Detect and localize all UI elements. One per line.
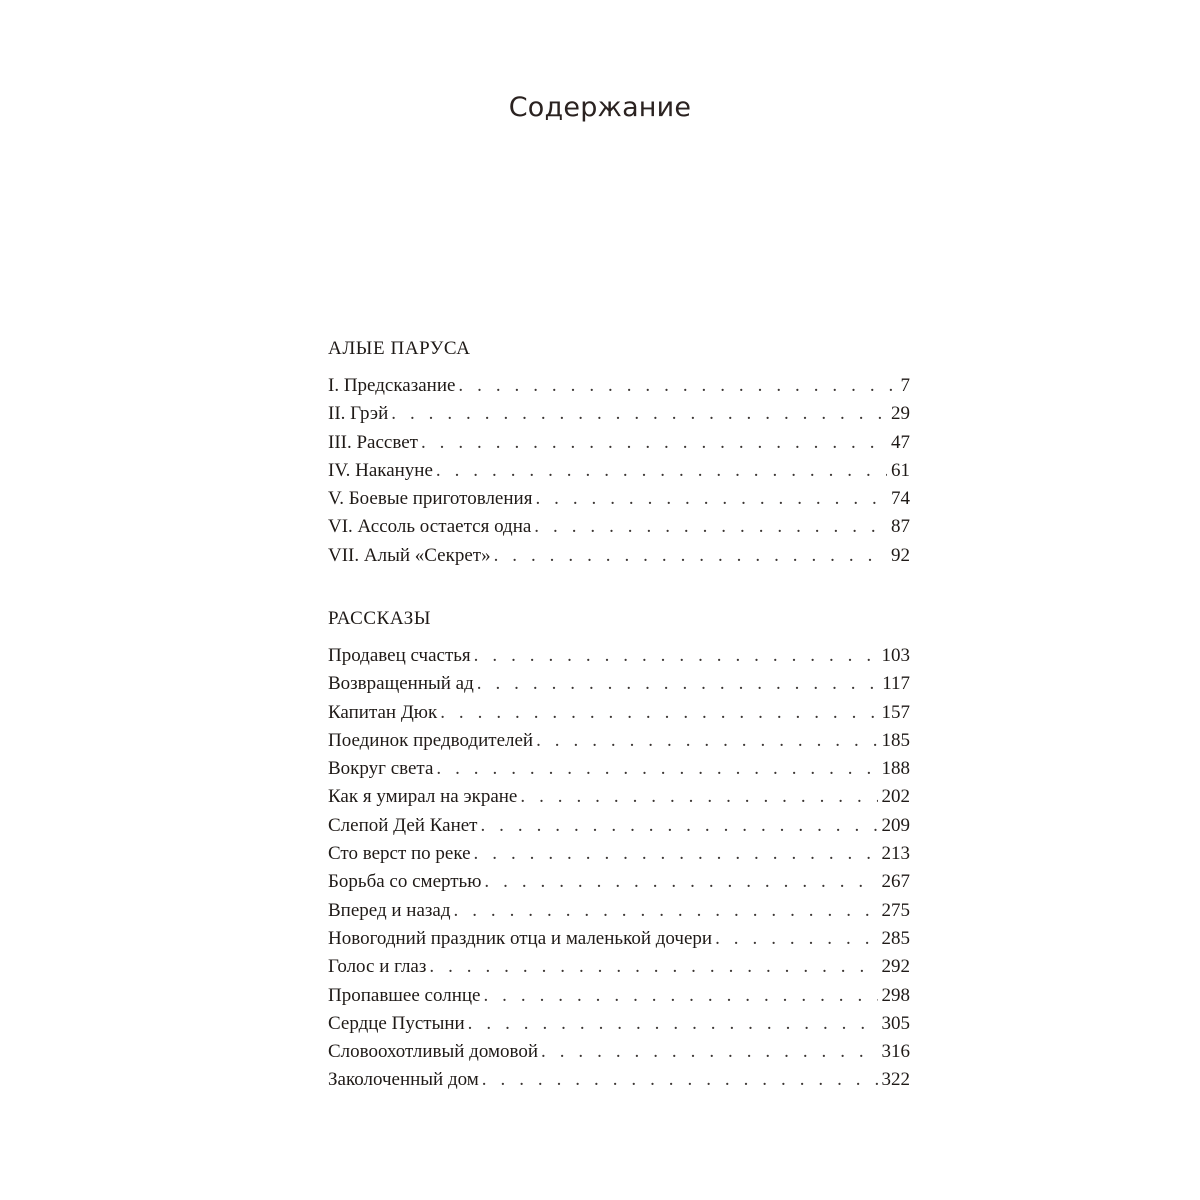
toc-entry-title: III. Рассвет (328, 431, 418, 453)
toc-entry-title: Заколоченный дом (328, 1069, 479, 1091)
toc-entry (328, 429, 910, 457)
page-title: Содержание (508, 92, 692, 123)
toc-entry (328, 897, 910, 925)
dot-leader (429, 953, 877, 981)
toc-entry-title: Голос и глаз (328, 956, 427, 978)
toc-entry-page-number: 29 (891, 403, 910, 425)
toc-entry-title: Продавец счастья (328, 645, 471, 666)
toc-entry (328, 670, 910, 698)
toc-entry-page-number: 7 (900, 375, 910, 396)
toc-entry (328, 372, 910, 400)
toc-entry-title: Возвращенный ад (328, 673, 474, 695)
toc-entry-title: Новогодний праздник отца и маленькой дочери (328, 927, 713, 949)
toc-entry-page-number: 292 (881, 956, 910, 978)
toc-entry-title: Как я умирал на экране (328, 786, 518, 808)
toc-entry (328, 400, 910, 428)
dot-leader (421, 429, 887, 457)
toc-entry (328, 1038, 910, 1066)
toc-entry (328, 982, 910, 1010)
toc-entry-page-number: 74 (891, 488, 910, 510)
dot-leader (534, 513, 887, 541)
toc-entry-page-number: 316 (881, 1041, 910, 1063)
toc-list (328, 642, 910, 1095)
toc-entry-page-number: 92 (891, 544, 910, 566)
toc-section-rasskazy (328, 604, 910, 1095)
dot-leader (483, 982, 877, 1010)
toc-entry (328, 513, 910, 541)
section-heading: РАССКАЗЫ (328, 608, 432, 629)
toc-entry-title: Поединок предводителей (328, 729, 534, 751)
dot-leader (480, 812, 877, 840)
toc-entry (328, 542, 910, 570)
dot-leader (474, 642, 878, 670)
toc-entry (328, 953, 910, 981)
toc-entry-title: Вперед и назад (328, 899, 451, 921)
toc-entry (328, 699, 910, 727)
toc-entry-page-number: 298 (881, 984, 910, 1006)
toc-entry-page-number: 103 (881, 645, 910, 666)
toc-entry (328, 755, 910, 783)
toc-entry-page-number: 209 (881, 814, 910, 836)
toc-entry (328, 840, 910, 868)
toc-entry-title: II. Грэй (328, 403, 389, 425)
toc-entry-title: Борьба со смертью (328, 871, 482, 893)
dot-leader (436, 755, 877, 783)
toc-section-alye-parusa (328, 334, 910, 570)
toc-entry (328, 812, 910, 840)
dot-leader (468, 1010, 878, 1038)
dot-leader (477, 670, 878, 698)
toc-entry-title: Капитан Дюк (328, 701, 438, 723)
toc-entry (328, 485, 910, 513)
dot-leader (536, 727, 877, 755)
toc-entry-title: V. Боевые приготовления (328, 488, 533, 510)
toc-entry-page-number: 202 (881, 786, 910, 808)
toc-entry-page-number: 61 (891, 459, 910, 481)
dot-leader (482, 1066, 878, 1094)
toc-entry-title: VI. Ассоль остается одна (328, 516, 532, 538)
toc-entry (328, 868, 910, 896)
dot-leader (535, 485, 887, 513)
toc-entry-title: I. Предсказание (328, 375, 456, 396)
toc-entry-page-number: 267 (881, 871, 910, 893)
dot-leader (541, 1038, 877, 1066)
toc-entry (328, 642, 910, 670)
dot-leader (474, 840, 878, 868)
toc-entry-page-number: 185 (881, 729, 910, 751)
dot-leader (494, 542, 887, 570)
toc-entry (328, 783, 910, 811)
toc-entry-page-number: 47 (891, 431, 910, 453)
toc-entry-title: Сто верст по реке (328, 843, 471, 865)
toc-entry (328, 727, 910, 755)
toc-entry-page-number: 213 (881, 843, 910, 865)
toc-entry-title: Словоохотливый домовой (328, 1041, 539, 1063)
dot-leader (484, 868, 877, 896)
toc-entry-page-number: 117 (882, 673, 910, 695)
dot-leader (391, 400, 887, 428)
toc-entry-title: Сердце Пустыни (328, 1012, 465, 1034)
section-heading: АЛЫЕ ПАРУСА (328, 338, 471, 359)
toc-entry (328, 457, 910, 485)
dot-leader (454, 897, 878, 925)
toc-entry-title: Слепой Дей Канет (328, 814, 478, 836)
toc-entry-page-number: 157 (881, 701, 910, 723)
toc-entry-page-number: 275 (881, 899, 910, 921)
toc-entry (328, 1066, 910, 1094)
dot-leader (436, 457, 887, 485)
toc-entry (328, 925, 910, 953)
toc-entry (328, 1010, 910, 1038)
toc-entry-page-number: 87 (891, 516, 910, 538)
toc-entry-page-number: 305 (881, 1012, 910, 1034)
toc-entry-title: Вокруг света (328, 758, 434, 780)
toc-entry-title: Пропавшее солнце (328, 984, 481, 1006)
toc-entry-page-number: 285 (881, 927, 910, 949)
dot-leader (715, 925, 877, 953)
dot-leader (520, 783, 877, 811)
toc-entry-page-number: 188 (881, 758, 910, 780)
toc-entry-title: VII. Алый «Секрет» (328, 544, 491, 566)
dot-leader (458, 372, 894, 400)
dot-leader (440, 699, 877, 727)
toc-entry-title: IV. Накануне (328, 459, 433, 481)
toc-entry-page-number: 322 (881, 1069, 910, 1091)
toc-list (328, 372, 910, 570)
